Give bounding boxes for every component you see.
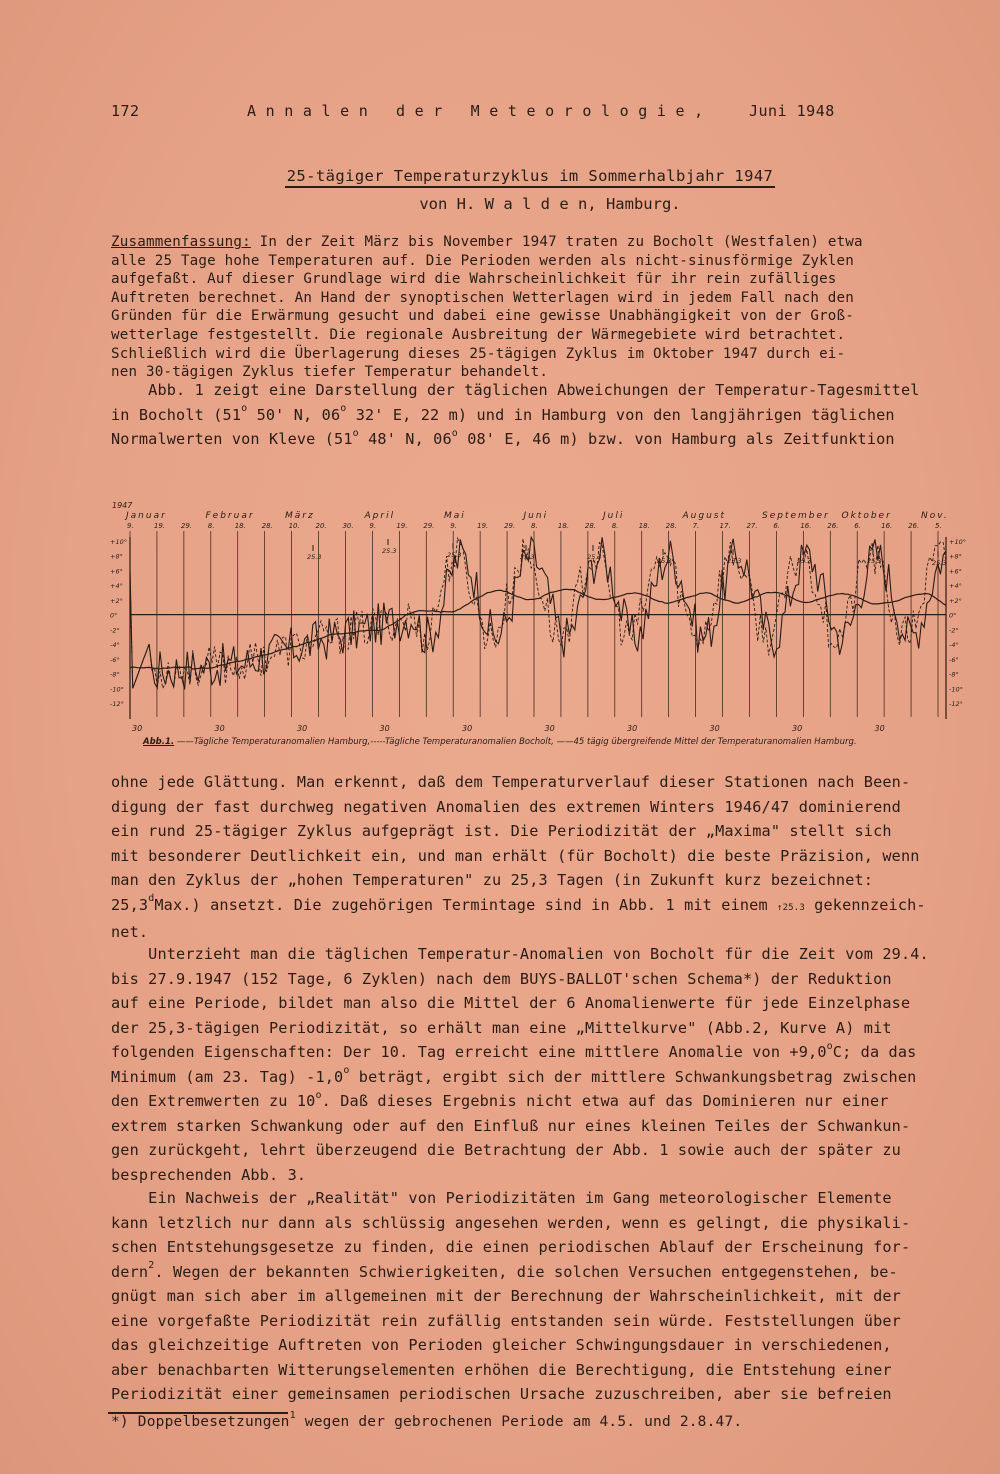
footnote <box>111 1410 743 1430</box>
y-tick-label-left: -2° <box>110 626 120 635</box>
superscript: 2 <box>148 1260 155 1272</box>
y-tick-label-right: -6° <box>949 655 959 664</box>
series-bocholt <box>130 538 946 688</box>
intro-paragraph <box>111 378 981 452</box>
degree-sign: o <box>343 1065 350 1077</box>
caption-label: Abb.1. <box>143 737 175 747</box>
text-line: eine vorgefaßte Periodizität rein zufällig entstanden sein würde. Feststellungen über <box>111 1311 901 1330</box>
degree-sign: o <box>315 1089 322 1101</box>
marker-label: 25.3 <box>797 557 812 565</box>
series-hamburg <box>130 537 946 689</box>
journal-name: Annalen der Meteorologie, <box>247 102 713 120</box>
text-line: C; da das <box>832 1043 917 1061</box>
text-line: besprechenden Abb. 3. <box>111 1165 307 1184</box>
y-tick-label-left: -4° <box>110 641 120 650</box>
article-title <box>0 167 1000 188</box>
text-line: 48' N, 06 <box>358 430 452 448</box>
marker-label: 25.3 <box>382 547 397 555</box>
text-line: das gleichzeitige Auftreten von Perioden gleicher Schwingungsdauer in verschiedenen, <box>111 1336 892 1354</box>
degree-sign: o <box>451 427 458 439</box>
text-line: schen Entstehungsgesetze zu finden, die einen periodischen Ablauf der Erscheinung for- <box>111 1238 911 1256</box>
y-tick-label-left: +4° <box>110 582 123 591</box>
day-label: 19. <box>153 522 166 530</box>
bottom-day-label: 30 <box>297 724 308 733</box>
text-line: 32' E, 22 m) und in Hamburg von den langjährigen täglichen <box>346 405 895 424</box>
day-label: 26. <box>908 522 920 530</box>
text-line: Periodizität einer gemeinsamen periodischen Ursache zuzuschreiben, aber sie befreien <box>111 1385 892 1403</box>
text-line: net. <box>111 923 149 941</box>
day-label: 18. <box>557 522 570 530</box>
text-line: . Wegen der bekannten Schwierigkeiten, die solchen Versuchen entgegenstehen, be- <box>154 1262 898 1281</box>
y-tick-label-left: -6° <box>110 655 120 664</box>
day-label: 10. <box>288 522 300 530</box>
degree-sign: o <box>826 1040 833 1052</box>
month-label: Oktober <box>841 511 892 521</box>
footnote-text: wegen der gebrochenen Periode am 4.5. und 2.8.47. <box>295 1414 743 1430</box>
summary <box>111 233 981 382</box>
y-tick-label-left: +8° <box>110 552 123 561</box>
summary-line: Gründen für die Erwärmung gesucht und dabei eine gewisse Unabhängigkeit von der Groß- <box>111 308 855 325</box>
marker-label: 25.3 <box>520 553 535 561</box>
article-title-text: 25-tägiger Temperaturzyklus im Sommerhalbjahr 1947 <box>285 167 776 188</box>
day-label: 29. <box>504 522 516 530</box>
summary-line: aufgefaßt. Auf dieser Grundlage wird die Wahrscheinlichkeit für ihr rein zufälliges <box>111 271 837 288</box>
month-label: April <box>364 511 396 521</box>
summary-label: Zusammenfassung: <box>111 234 251 250</box>
day-label: 16. <box>881 522 893 530</box>
y-tick-label-right: +6° <box>949 567 962 576</box>
text-line: Abb. 1 zeigt eine Darstellung der täglichen Abweichungen der Temperatur-Tagesmittel <box>111 381 920 399</box>
summary-line: In der Zeit März bis November 1947 traten zu Bocholt (Westfalen) etwa <box>250 234 863 250</box>
day-label: 28. <box>261 522 273 530</box>
text-line: ein rund 25-tägiger Zyklus aufgeprägt ist. Die Periodizität der „Maxima" stellt sich <box>111 822 892 840</box>
day-label: 8. <box>207 522 215 530</box>
month-label: Nov. <box>921 511 949 521</box>
y-tick-label-right: +2° <box>949 596 962 605</box>
marker-label: 25.3 <box>867 557 882 565</box>
day-label: 7. <box>692 522 700 530</box>
marker-label: 25.3 <box>587 553 602 561</box>
day-label: 9. <box>369 522 377 530</box>
text-line: gnügt man sich aber im allgemeinen mit der Berechnung der Wahrscheinlichkeit, mit der <box>111 1287 901 1305</box>
day-label: 9. <box>127 522 134 530</box>
body-paragraph-3 <box>111 1186 981 1407</box>
text-line: gekennzeich- <box>804 895 926 914</box>
text-line: Normalwerten von Kleve (51 <box>111 430 353 448</box>
month-label: März <box>285 511 315 521</box>
text-line: ohne jede Glättung. Man erkennt, daß dem Temperaturverlauf dieser Stationen nach Been- <box>111 773 911 791</box>
temperature-anomaly-chart <box>108 497 968 737</box>
day-label: 30. <box>342 522 354 530</box>
footnote-text: *) Doppelbesetzungen <box>111 1414 290 1430</box>
text-line: 25,3 <box>111 895 149 914</box>
day-label: 27. <box>746 522 758 530</box>
y-tick-label-left: +6° <box>110 567 123 576</box>
day-label: 9. <box>450 522 457 530</box>
y-tick-label-right: 0° <box>949 611 957 620</box>
text-line: Minimum (am 23. Tag) -1,0 <box>111 1067 344 1086</box>
figure-caption <box>143 737 963 747</box>
month-label: September <box>762 511 830 521</box>
marker-label: 25.3 <box>657 557 672 565</box>
text-line: Ein Nachweis der „Realität" von Periodizitäten im Gang meteorologischer Elemente <box>111 1189 892 1207</box>
month-label: Juli <box>603 511 625 521</box>
summary-line: Auftreten berechnet. An Hand der synoptischen Wetterlagen wird in jedem Fall nach den <box>111 289 855 306</box>
marker-label: 25.3 <box>307 553 322 561</box>
y-tick-label-left: +2° <box>110 596 123 605</box>
month-label: Mai <box>444 511 466 521</box>
day-label: 19. <box>477 522 489 530</box>
day-label: 6. <box>854 522 861 530</box>
text-line: kann letzlich nur dann als schlüssig angesehen werden, wenn es gelingt, die physikali- <box>111 1213 911 1232</box>
figure-year: 1947 <box>112 501 133 510</box>
month-label: Juni <box>523 511 549 521</box>
degree-sign: o <box>241 403 248 415</box>
y-tick-label-right: -4° <box>949 641 959 650</box>
month-label: August <box>682 511 726 521</box>
bottom-day-label: 30 <box>627 724 638 733</box>
month-label: Februar <box>205 511 255 521</box>
text-line: . Daß dieses Ergebnis nicht etwa auf das Dominieren nur einer <box>321 1092 889 1110</box>
series-45day-mean <box>130 589 946 669</box>
summary-line: Schließlich wird die Überlagerung dieses 25-tägigen Zyklus im Oktober 1947 durch ei- <box>111 345 846 362</box>
text-line: gen zurückgeht, lehrt überzeugend die Betrachtung der Abb. 1 sowie auch der später zu <box>111 1141 901 1159</box>
degree-sign: o <box>340 403 347 415</box>
day-label: 26. <box>827 522 839 530</box>
degree-sign: o <box>352 427 359 439</box>
bottom-day-label: 30 <box>792 724 803 733</box>
y-tick-label-left: 0° <box>110 611 118 620</box>
text-line: 50' N, 06 <box>247 405 341 424</box>
day-label: 17. <box>719 522 731 530</box>
y-tick-label-left: -12° <box>110 700 124 708</box>
caption-text: ——Tägliche Temperaturanomalien Hamburg,-----Tägliche Temperaturanomalien Bocholt, ——45 tägig übergreifende Mittel der Temperaturanomalien Hamburg. <box>174 737 857 747</box>
text-line: aber benachbarten Witterungselementen erhöhen die Berechtigung, die Entstehung einer <box>111 1360 892 1379</box>
bottom-day-label: 30 <box>709 724 720 733</box>
y-tick-label-right: -12° <box>949 700 963 708</box>
bottom-day-label: 30 <box>132 724 143 733</box>
superscript: d <box>148 893 155 905</box>
text-line: folgenden Eigenschaften: Der 10. Tag erreicht eine mittlere Anomalie von +9,0 <box>111 1043 827 1061</box>
y-tick-label-left: -8° <box>110 670 120 679</box>
y-tick-label-left: -10° <box>110 685 124 694</box>
text-line: mit besonderer Deutlichkeit ein, und man erhält (für Bocholt) die beste Präzision, wenn <box>111 846 920 865</box>
day-label: 18. <box>638 522 650 530</box>
body-paragraph-2 <box>111 942 981 1187</box>
text-line: dern <box>111 1262 149 1281</box>
day-label: 19. <box>396 522 408 530</box>
text-line: auf eine Periode, bildet man also die Mittel der 6 Anomalienwerte für jede Einzelphase <box>111 994 911 1012</box>
day-label: 28. <box>584 522 597 530</box>
summary-line: alle 25 Tage hohe Temperaturen auf. Die Perioden werden als nicht-sinusförmige Zyklen <box>111 252 855 269</box>
day-label: 18. <box>234 522 246 530</box>
day-label: 8. <box>531 522 538 530</box>
day-label: 28. <box>665 522 677 530</box>
day-label: 20. <box>315 522 327 530</box>
summary-line: wetterlage festgestellt. Die regionale Ausbreitung der Wärmegebiete wird betrachtet. <box>111 326 846 343</box>
month-label: Januar <box>126 511 167 521</box>
text-line: den Extremwerten zu 10 <box>111 1092 316 1110</box>
y-tick-label-right: +10° <box>949 538 966 546</box>
page-number: 172 <box>111 102 140 120</box>
text-line: beträgt, ergibt sich der mittlere Schwankungsbetrag zwischen <box>349 1067 917 1086</box>
superscript: 1 <box>289 1410 296 1422</box>
day-label: 6. <box>773 522 781 530</box>
y-tick-label-right: +4° <box>949 582 962 591</box>
text-line: Max.) ansetzt. Die zugehörigen Termintage sind in Abb. 1 mit einem <box>154 895 778 914</box>
bottom-day-label: 30 <box>462 724 473 733</box>
y-tick-label-right: -8° <box>949 670 959 679</box>
marker-label: 25.3 <box>932 559 947 567</box>
author-line: von H. W a l d e n, Hamburg. <box>419 195 681 213</box>
text-line: 08' E, 46 m) bzw. von Hamburg als Zeitfunktion <box>457 430 895 448</box>
bottom-day-label: 30 <box>379 724 390 733</box>
day-label: 29. <box>180 522 193 530</box>
day-label: 16. <box>800 522 812 530</box>
y-tick-label-right: -2° <box>949 626 959 635</box>
marker-symbol: ↑25.3 <box>777 902 805 913</box>
bottom-day-label: 30 <box>544 724 555 733</box>
text-line: bis 27.9.1947 (152 Tage, 6 Zyklen) nach dem BUYS-BALLOT'schen Schema*) der Reduktion <box>111 969 892 988</box>
day-label: 5. <box>935 522 942 530</box>
y-tick-label-right: +8° <box>949 552 962 561</box>
y-tick-label-right: -10° <box>949 685 963 694</box>
body-paragraph-1 <box>111 770 981 945</box>
text-line: digung der fast durchweg negativen Anomalien des extremen Winters 1946/47 dominierend <box>111 797 901 816</box>
marker-label: 25.3 <box>447 551 462 559</box>
day-label: 8. <box>611 522 619 530</box>
figure-1 <box>108 497 968 757</box>
text-line: extrem starken Schwankung oder auf den Einfluß nur eines kleinen Teiles der Schwankun- <box>111 1116 911 1135</box>
day-label: 29. <box>423 522 435 530</box>
bottom-day-label: 30 <box>214 724 225 733</box>
marker-label: 25.3 <box>727 557 742 565</box>
text-line: der 25,3-tägigen Periodizität, so erhält man eine „Mittelkurve" (Abb.2, Kurve A) mit <box>111 1018 892 1037</box>
bottom-day-label: 30 <box>874 724 885 733</box>
summary-line: nen 30-tägigen Zyklus tiefer Temperatur behandelt. <box>111 364 549 381</box>
y-tick-label-left: +10° <box>110 538 127 546</box>
issue-date: Juni 1948 <box>749 102 835 120</box>
text-line: Unterzieht man die täglichen Temperatur-Anomalien von Bocholt für die Zeit vom 29.4. <box>111 945 929 963</box>
text-line: in Bocholt (51 <box>111 405 242 424</box>
text-line: man den Zyklus der „hohen Temperaturen" zu 25,3 Tagen (in Zukunft kurz bezeichnet: <box>111 871 874 889</box>
